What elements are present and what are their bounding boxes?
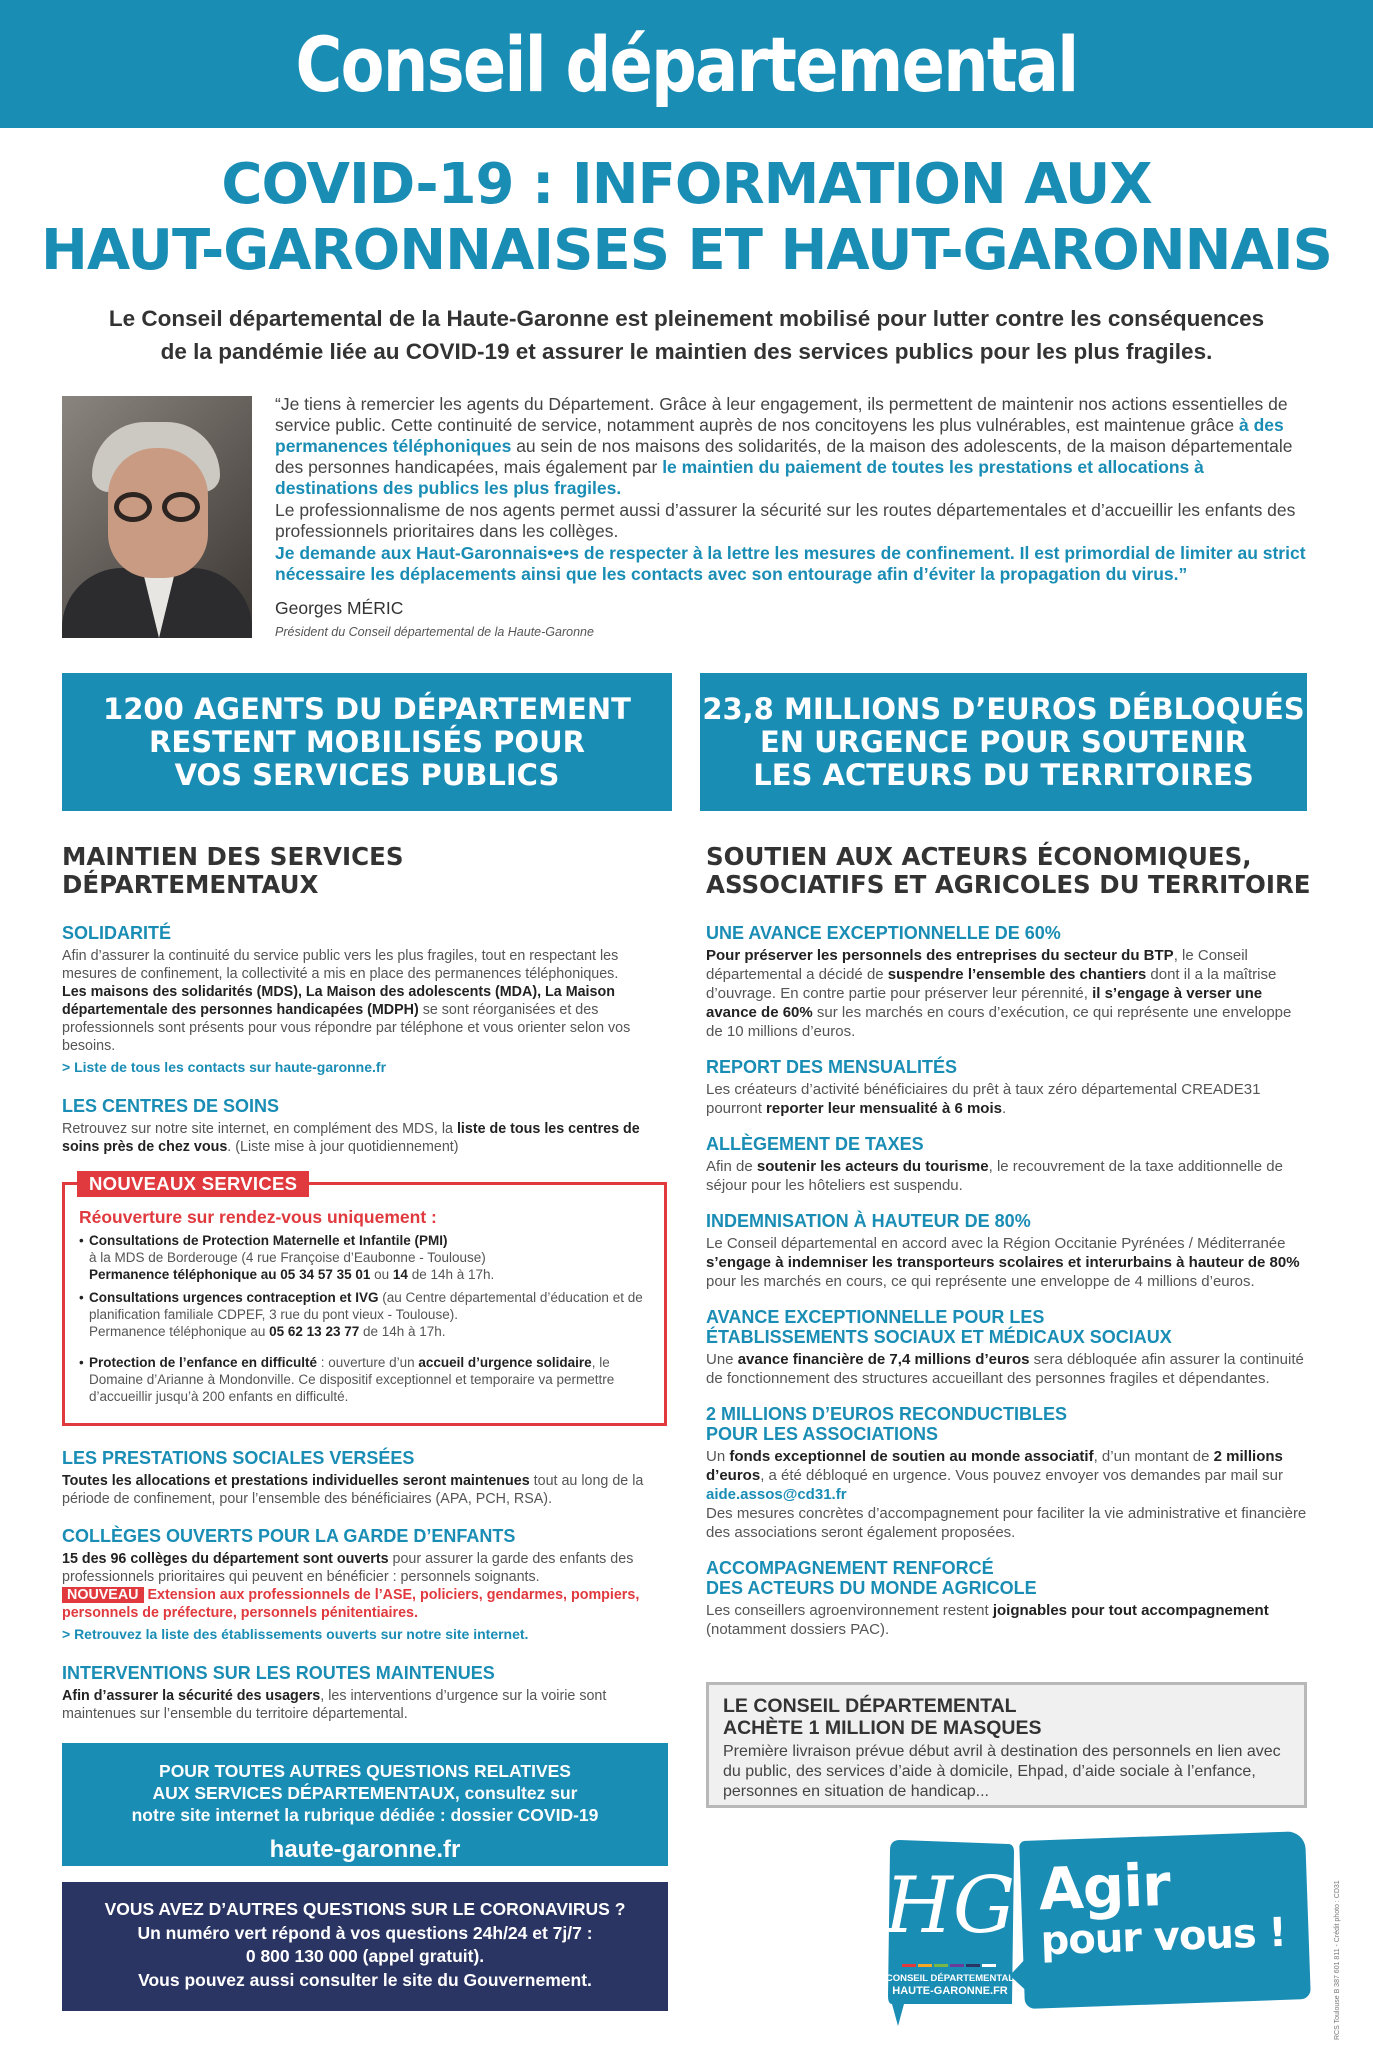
- millions-box-line2: EN URGENCE POUR SOUTENIR: [759, 724, 1248, 759]
- main-title-line2: HAUT-GARONNAISES ET HAUT-GARONNAIS: [41, 218, 1332, 283]
- agricole-title: ACCOMPAGNEMENT RENFORCÉ DES ACTEURS DU MONDE AGRICOLE: [706, 1558, 1037, 1598]
- pmi-item: • Consultations de Protection Maternelle et Infantile (PMI) à la MDS de Borderouge (4 rue Françoise d’Eaubonne - Toulouse) Permanence téléphonique au 05 34 57 35 01 ou 14 de 14h à 17h.: [79, 1232, 650, 1283]
- centres-title: LES CENTRES DE SOINS: [62, 1096, 280, 1116]
- nouveaux-services-tag: NOUVEAUX SERVICES: [77, 1171, 309, 1197]
- quote-p1c: au sein de nos maisons des solidarités, de la maison des adolescents, de la maison départementale des personnes handicapées, mais également par: [275, 436, 1293, 477]
- solidarite-title: SOLIDARITÉ: [62, 923, 172, 943]
- header-title: Conseil départemental: [295, 19, 1078, 109]
- solidarite-p1: Afin d’assurer la continuité du service public vers les plus fragiles, tout en respectant les mesures de confinement, la collectivité a mis en place des permanences téléphoniques.: [62, 948, 619, 982]
- avance-text: Pour préserver les personnels des entreprises du secteur du BTP, le Conseil départemental a décidé de suspendre l’ensemble des chantiers dont il a la maîtrise d’ouvrage. En contre partie pour préserver leur pérennité, il s’engage à verser une avance de 60% sur les marchés en cours d’exécution, ce qui représente une enveloppe de 10 millions d’euros.: [706, 947, 1292, 1040]
- quote-signature: Georges MÉRIC: [275, 598, 404, 618]
- report-title: REPORT DES MENSUALITÉS: [706, 1057, 958, 1077]
- logo-mark: HG: [884, 1861, 1016, 1951]
- left-column: [62, 843, 670, 1723]
- reouverture-title: Réouverture sur rendez-vous uniquement :: [79, 1207, 437, 1227]
- masques-title2: ACHÈTE 1 MILLION DE MASQUES: [723, 1717, 1042, 1739]
- agents-box-line2: RESTENT MOBILISÉS POUR: [149, 724, 585, 759]
- agricole-text: Les conseillers agroenvironnement restent joignables pour tout accompagnement (notamment dossiers PAC).: [706, 1602, 1269, 1638]
- quote-p3: Je demande aux Haut-Garonnais•e•s de respecter à la lettre les mesures de confinement. Il est primordial de limiter au strict nécessaire les déplacements ainsi que les contacts avec son entourage afin d’éviter la propagation du virus.”: [275, 543, 1306, 584]
- taxes-title: ALLÈGEMENT DE TAXES: [706, 1134, 924, 1154]
- etablissements-text: Une avance financière de 7,4 millions d’euros sera débloquée afin assurer la continuité de fonctionnement des structures accueillant des personnes fragiles et dépendantes.: [706, 1351, 1304, 1387]
- nouveau-tag: NOUVEAU: [62, 1587, 144, 1603]
- millions-box-line3: LES ACTEURS DU TERRITOIRES: [753, 757, 1254, 792]
- report-text: Les créateurs d’activité bénéficiaires du prêt à taux zéro départemental CREADE31 pourront reporter leur mensualité à 6 mois.: [706, 1081, 1261, 1117]
- email-link[interactable]: aide.assos@cd31.fr: [706, 1486, 847, 1503]
- centres-text: Retrouvez sur notre site internet, en complément des MDS, la liste de tous les centres de soins près de chez vous. (Liste mise à jour quotidiennement): [62, 1121, 640, 1155]
- coronavirus-l2: Un numéro vert répond à vos questions 24h/24 et 7j/7 :: [137, 1922, 593, 1943]
- logo-line1: CONSEIL DÉPARTEMENTAL: [885, 1973, 1015, 1984]
- agir-l1: Agir: [1037, 1850, 1171, 1924]
- nouveaux-services-box: [62, 1173, 667, 1426]
- etablissements-link[interactable]: > Retrouvez la liste des établissements ouverts sur notre site internet.: [62, 1626, 529, 1642]
- quote-p1a: “Je tiens à remercier les agents du Département. Grâce à leur engagement, ils permettent de maintenir nos actions essentielles de service public. Cette continuité de service, notamment auprès de nos concitoyens les plus vulnérables, est maintenue grâce: [275, 394, 1288, 435]
- website-link[interactable]: haute-garonne.fr: [269, 1836, 461, 1863]
- main-title: [0, 152, 1373, 284]
- main-title-line1: COVID-19 : INFORMATION AUX: [221, 152, 1152, 217]
- agents-box: [62, 673, 672, 811]
- ivg-item: • Consultations urgences contraception et IVG (au Centre départemental d’éducation et de planification familiale CDPEF, 3 rue du pont vieux - Toulouse). Permanence téléphonique au 05 62 13 23 77 de 14h à 17h.: [79, 1289, 650, 1340]
- contacts-link[interactable]: > Liste de tous les contacts sur haute-garonne.fr: [62, 1059, 387, 1075]
- intro-text: [40, 302, 1333, 368]
- right-section-title: SOUTIEN AUX ACTEURS ÉCONOMIQUES, ASSOCIATIFS ET AGRICOLES DU TERRITOIRE: [706, 842, 1311, 899]
- agents-box-line3: VOS SERVICES PUBLICS: [174, 757, 560, 792]
- quote-p2: Le professionnalisme de nos agents permet aussi d’assurer la sécurité sur les routes départementales et d’accueillir les enfants des professionnels prioritaires dans les collèges.: [275, 500, 1296, 541]
- masques-title1: LE CONSEIL DÉPARTEMENTAL: [723, 1695, 1017, 1717]
- logo-line2: HAUTE-GARONNE.FR: [892, 1985, 1008, 1997]
- colleges-title: COLLÈGES OUVERTS POUR LA GARDE D’ENFANTS: [62, 1526, 516, 1546]
- colleges-extension: NOUVEAU Extension aux professionnels de l’ASE, policiers, gendarmes, pompiers, personnels de préfecture, personnels pénitentiaires.: [62, 1587, 640, 1621]
- legal-note: RCS Toulouse B 387 601 811 - Crédit photo : CD31: [1334, 1880, 1341, 2040]
- agir-badge: [1019, 1831, 1311, 2009]
- agir-l2: pour vous !: [1039, 1909, 1287, 1965]
- agents-box-line1: 1200 AGENTS DU DÉPARTEMENT: [103, 691, 631, 726]
- prestations-text: Toutes les allocations et prestations individuelles seront maintenues tout au long de la période de confinement, pour l’ensemble des bénéficiaires (APA, PCH, RSA).: [62, 1473, 644, 1507]
- etablissements-title: AVANCE EXCEPTIONNELLE POUR LES ÉTABLISSEMENTS SOCIAUX ET MÉDICAUX SOCIAUX: [706, 1307, 1172, 1347]
- questions-l1: POUR TOUTES AUTRES QUESTIONS RELATIVES: [159, 1761, 571, 1781]
- indemnisation-text: Le Conseil départemental en accord avec la Région Occitanie Pyrénées / Méditerranée s’engage à indemniser les transporteurs scolaires et interurbains à hauteur de 80% pour les marchés en cours, ce qui représente une enveloppe de 4 millions d’euros.: [706, 1235, 1300, 1290]
- quote-p1b: à des permanences téléphoniques: [275, 415, 1284, 456]
- enfance-item: • Protection de l’enfance en difficulté : ouverture d’un accueil d’urgence solidaire, le Domaine d’Arianne à Mondonville. Ce dispositif exceptionnel et temporaire va permettre d’accueillir jusqu’à 200 enfants en difficulté.: [79, 1354, 650, 1405]
- coronavirus-box: [62, 1882, 668, 2011]
- avance-title: UNE AVANCE EXCEPTIONNELLE DE 60%: [706, 923, 1061, 943]
- quote-role: Président du Conseil départemental de la Haute-Garonne: [275, 625, 594, 639]
- masques-box: [706, 1682, 1307, 1808]
- questions-l2: AUX SERVICES DÉPARTEMENTAUX, consultez sur: [152, 1783, 578, 1803]
- masques-text: Première livraison prévue début avril à destination des personnels en lien avec du public, des services d’aide à domicile, Ehpad, d’aide sociale à l’enfance, personnes en situation de handicap...: [723, 1743, 1281, 1800]
- associations-title: 2 MILLIONS D’EUROS RECONDUCTIBLES POUR LES ASSOCIATIONS: [706, 1404, 1068, 1444]
- questions-l3: notre site internet la rubrique dédiée : dossier COVID-19: [131, 1805, 599, 1825]
- associations-text2: Des mesures concrètes d’accompagnement pour faciliter la vie administrative et financière des associations seront également proposées.: [706, 1505, 1307, 1541]
- indemnisation-title: INDEMNISATION À HAUTEUR DE 80%: [706, 1211, 1031, 1231]
- colleges-text: 15 des 96 collèges du département sont ouverts pour assurer la garde des enfants des professionnels prioritaires qui peuvent en bénéficier : personnels soignants.: [62, 1551, 634, 1585]
- header-banner: [0, 0, 1373, 128]
- numero-vert: 0 800 130 000 (appel gratuit).: [245, 1946, 485, 1966]
- haute-garonne-logo: [884, 1836, 1017, 2028]
- millions-box-line1: 23,8 MILLIONS D’EUROS DÉBLOQUÉS: [702, 691, 1305, 726]
- left-section-title: MAINTIEN DES SERVICES DÉPARTEMENTAUX: [62, 842, 404, 899]
- associations-text: Un fonds exceptionnel de soutien au monde associatif, d’un montant de 2 millions d’euros, a été débloqué en urgence. Vous pouvez envoyer vos demandes par mail sur aide.assos@cd31.fr: [706, 1448, 1284, 1503]
- president-portrait: [62, 396, 252, 638]
- intro-line1: Le Conseil départemental de la Haute-Garonne est pleinement mobilisé pour lutter contre les conséquences: [108, 306, 1265, 331]
- president-quote: [275, 394, 1310, 643]
- millions-box: [700, 673, 1307, 811]
- solidarite-p2: Les maisons des solidarités (MDS), La Maison des adolescents (MDA), La Maison départementale des personnes handicapées (MDPH) se sont réorganisées et des professionnels sont présents pour vous répondre par téléphone et vous orienter selon vos besoins.: [62, 984, 631, 1054]
- taxes-text: Afin de soutenir les acteurs du tourisme, le recouvrement de la taxe additionnelle de séjour pour les hôteliers est suspendu.: [706, 1158, 1283, 1194]
- coronavirus-l4: Vous pouvez aussi consulter le site du Gouvernement.: [138, 1969, 592, 1990]
- coronavirus-l1: VOUS AVEZ D’AUTRES QUESTIONS SUR LE CORONAVIRUS ?: [104, 1899, 626, 1919]
- intro-line2: de la pandémie liée au COVID-19 et assurer le maintien des services publics pour les plus fragiles.: [160, 339, 1213, 364]
- right-column: [706, 843, 1311, 1639]
- routes-text: Afin d’assurer la sécurité des usagers, les interventions d’urgence sur la voirie sont maintenues sur l’ensemble du territoire départemental.: [62, 1688, 607, 1722]
- quote-p1d: le maintien du paiement de toutes les prestations et allocations à destinations des publics les plus fragiles.: [275, 457, 1204, 498]
- questions-box: [62, 1743, 668, 1866]
- prestations-title: LES PRESTATIONS SOCIALES VERSÉES: [62, 1448, 415, 1468]
- routes-title: INTERVENTIONS SUR LES ROUTES MAINTENUES: [62, 1663, 495, 1683]
